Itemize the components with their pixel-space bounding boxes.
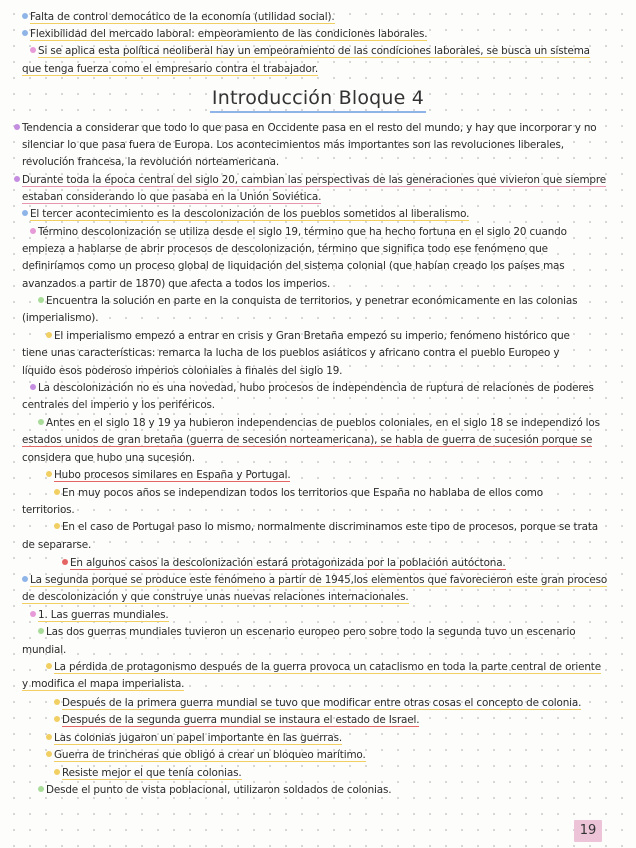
yellow-bullet-icon: [54, 769, 60, 775]
text-line: Si se aplica esta política neoliberal hay un empeoramiento de las condiciones laborales, se busca un sistema: [30, 44, 590, 58]
red-bullet-icon: [62, 559, 68, 565]
blue-bullet-icon: [22, 30, 28, 36]
text-line: silenciar lo que pasa fuera de Europa. Los acontecimientos más importantes son las revoluciones liberales,: [22, 139, 564, 151]
text-line: Antes en el siglo 18 y 19 ya hubieron independencias de pueblos coloniales, en el siglo 18 se independizó los: [38, 416, 600, 430]
text-line: El tercer acontecimiento es la descolonización de los pueblos sometidos al liberalismo.: [22, 207, 469, 221]
text-line: Hubo procesos similares en España y Portugal.: [46, 468, 290, 482]
text-line: La descolonización no es una novedad, hubo procesos de independencia de ruptura de relaciones de poderes: [30, 381, 594, 395]
yellow-bullet-icon: [54, 716, 60, 722]
text-line: El imperialismo empezó a entrar en crisis y Gran Bretaña empezó su imperio, fenómeno histórico que: [46, 329, 570, 343]
green-bullet-icon: [38, 419, 44, 425]
text-line: Después de la segunda guerra mundial se instaura el estado de Israel.: [54, 713, 419, 727]
blue-bullet-icon: [22, 13, 28, 19]
blue-bullet-icon: [22, 576, 28, 582]
green-bullet-icon: [38, 297, 44, 303]
text-line: Falta de control democático de la economía (utilidad social).: [22, 10, 335, 24]
text-line: Las dos guerras mundiales tuvieron un escenario europeo pero sobre todo la segunda tuvo un escenario: [38, 625, 575, 639]
purple-bullet-icon: [30, 384, 36, 390]
text-line: empieza a hablarse de abrir procesos de descolonización, término que significa todo ese fenómeno que: [22, 243, 548, 255]
text-line: Encuentra la solución en parte en la conquista de territorios, y penetrar económicamente en las colonias: [38, 294, 577, 308]
text-line: Guerra de trincheras que obligó a crear un bloqueo marítimo.: [46, 748, 366, 762]
text-line: revolución francesa, la revolución norteamericana.: [22, 156, 280, 168]
green-bullet-icon: [38, 628, 44, 634]
text-line: Flexibilidad del mercado laboral: empeoramiento de las condiciones laborales.: [22, 27, 427, 41]
text-line: territorios.: [22, 504, 75, 516]
text-line: Después de la primera guerra mundial se tuvo que modificar entre otras cosas el concepto de colonia.: [54, 696, 581, 710]
text-line: mundial.: [22, 644, 67, 656]
text-line: La pérdida de protagonismo después de la guerra provoca un cataclismo en toda la parte central de oriente: [46, 660, 601, 674]
yellow-bullet-icon: [54, 489, 60, 495]
text-line: 1. Las guerras mundiales.: [30, 608, 169, 622]
text-line: Las colonias jugaron un papel importante en las guerras.: [46, 731, 342, 745]
purple-bullet-icon: [14, 124, 20, 130]
text-line: Tendencia a considerar que todo lo que pasa en Occidente pasa en el resto del mundo, y hay que incorporar y no: [14, 121, 597, 135]
green-bullet-icon: [38, 786, 44, 792]
yellow-bullet-icon: [46, 734, 52, 740]
text-line: La segunda porque se produce este fenómeno a partir de 1945,los elementos que favorecieron este gran proceso: [22, 573, 607, 587]
pink-bullet-icon: [30, 47, 36, 53]
text-line: de descolonización y que construye unas nuevas relaciones internacionales.: [22, 591, 409, 603]
text-line: tiene unas características: remarca la lucha de los pueblos asiáticos y africano contra el pueblo Europeo y: [22, 347, 560, 359]
yellow-bullet-icon: [46, 332, 52, 338]
purple-bullet-icon: [14, 176, 20, 182]
text-line: En algunos casos la descolonización estará protagonizada por la población autóctona.: [62, 556, 506, 570]
page-title: Introducción Bloque 4: [0, 86, 636, 113]
text-line: Término descolonización se utiliza desde el siglo 19, término que ha hecho fortuna en el siglo 20 cuando: [30, 225, 567, 239]
text-line: considera que hubo una sucesión.: [22, 452, 195, 464]
text-line: líquido esos poderoso imperios coloniales a finales del siglo 19.: [22, 365, 343, 377]
text-line: definiríamos como un proceso global de liquidación del sistema colonial (que habían creado los países mas: [22, 260, 565, 272]
text-line: Resiste mejor el que tenía colonias.: [54, 766, 242, 780]
text-line: En muy pocos años se independizan todos los territorios que España no hablaba de ellos como: [54, 486, 543, 500]
text-line: que tenga fuerza como el empresario contra el trabajador.: [22, 63, 319, 75]
text-line: (imperialismo).: [22, 312, 99, 324]
yellow-bullet-icon: [46, 471, 52, 477]
page-number-badge: 19: [574, 820, 602, 842]
text-line: de separarse.: [22, 539, 92, 551]
text-line: Durante toda la época central del siglo 20, cambian las perspectivas de las generaciones que vivieron que siempre: [14, 173, 606, 187]
text-line: avanzados a partir de 1870) que afecta a todos los imperios.: [22, 278, 331, 290]
yellow-bullet-icon: [46, 663, 52, 669]
yellow-bullet-icon: [46, 751, 52, 757]
blue-bullet-icon: [22, 210, 28, 216]
text-line: y modifica el mapa imperialista.: [22, 678, 185, 690]
pink-bullet-icon: [30, 611, 36, 617]
text-line: En el caso de Portugal paso lo mismo, normalmente discriminamos este tipo de procesos, porque se trata: [54, 520, 598, 534]
yellow-bullet-icon: [54, 699, 60, 705]
pink-bullet-icon: [30, 228, 36, 234]
text-line: centrales del imperio y los periféricos.: [22, 399, 215, 411]
text-line: estaban considerando lo que pasaba en la Unión Soviética.: [22, 191, 322, 203]
text-line: Desde el punto de vista poblacional, utilizaron soldados de colonias.: [38, 783, 391, 797]
text-line: estados unidos de gran bretaña (guerra de secesión norteamericana), se habla de guerra de sucesión porque se: [22, 434, 593, 446]
yellow-bullet-icon: [54, 523, 60, 529]
